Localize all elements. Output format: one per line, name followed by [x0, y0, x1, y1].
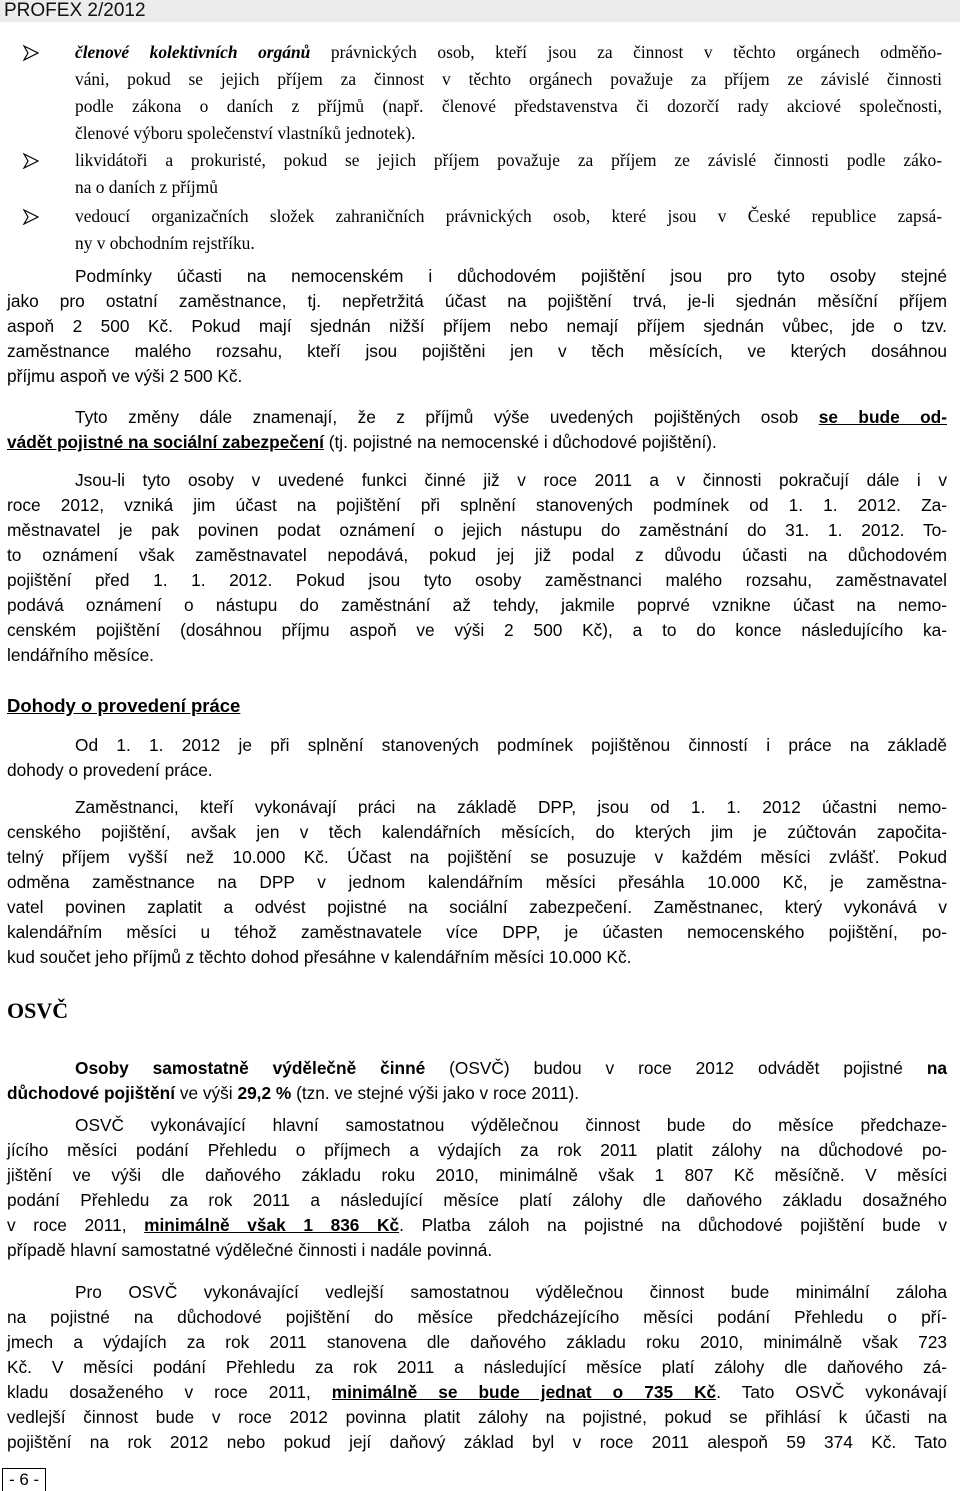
text-line: jícího měsíci podání Přehledu o příjmech a výdajích za rok 2011 platit zálohy na důchodové po-: [7, 1140, 947, 1160]
text-line: aspoň 2 500 Kč. Pokud mají sjednán nižší příjem nebo nemají příjem sjednán vůbec, jde o tzv.: [7, 316, 947, 336]
emphasis-text: 29,2 %: [237, 1083, 292, 1103]
text-line: na pojistné na důchodové pojištění do měsíce předcházejícího měsíci podání Přehledu o pří-: [7, 1307, 947, 1327]
text-line: lendářního měsíce.: [7, 645, 154, 665]
text-line: jako pro ostatní zaměstnance, tj. nepřetržitá účast na pojištění trvá, je-li sjednán měsíční příjem: [7, 291, 947, 311]
text-line: dohody o provedení práce.: [7, 760, 213, 780]
text-line: jmech a výdajích za rok 2011 stanovena dle daňového základu roku 2010, minimálně však 723: [7, 1332, 947, 1352]
text-line: roce 2012, vzniká jim účast na pojištění při splnění stanovených podmínek od 1. 1. 2012. Za-: [7, 495, 947, 515]
arrow-bullet-icon: [22, 209, 40, 225]
text-line: kalendářním měsíci u téhož zaměstnavatele více DPP, je účasten nemocenského pojištění, po-: [7, 922, 947, 942]
text-line: telný příjem vyšší než 10.000 Kč. Účast na pojištění se posuzuje v každém měsíci zvlášť. Pokud: [7, 847, 947, 867]
header-title: PROFEX 2/2012: [4, 0, 146, 21]
paragraph: [7, 468, 947, 668]
text-line: Od 1. 1. 2012 je při splnění stanovených podmínek pojištěnou činností i práce na základě: [75, 735, 947, 755]
text-line: vedlejší činnost bude v roce 2012 povinna platit zálohy na pojistné, pokud se přihlásí k účasti na: [7, 1407, 947, 1427]
text-line: OSVČ vykonávající hlavní samostatnou výdělečnou činnost bude do měsíce předchaze-: [75, 1115, 947, 1135]
text-span: . Tato OSVČ vykonávají: [716, 1382, 947, 1402]
text-line: cenském pojištění (dosáhnou příjmu aspoň ve výši 2 500 Kč), a to do konce následujícího ka-: [7, 620, 947, 640]
bullet-text: členové výboru společenství vlastníků jednotek).: [75, 123, 416, 143]
emphasis-text: minimálně se bude jednat o 735 Kč: [331, 1382, 717, 1402]
section-heading-osvc: OSVČ: [7, 998, 69, 1023]
text-line: pojištění před 1. 1. 2012. Pokud jsou tyto osoby zaměstnanci malého rozsahu, zaměstnavatel: [7, 570, 947, 590]
paragraph: [7, 1056, 947, 1106]
text-line: Podmínky účasti na nemocenském i důchodovém pojištění jsou pro tyto osoby stejné: [75, 266, 947, 286]
page-header: [0, 0, 960, 22]
text-line: Zaměstnanci, kteří vykonávají práci na základě DPP, jsou od 1. 1. 2012 účastni nemo-: [75, 797, 947, 817]
bullet-text: ny v obchodním rejstříku.: [75, 233, 255, 253]
bullet-text: na o daních z příjmů: [75, 177, 218, 197]
paragraph: [7, 405, 947, 455]
text-line: podává oznámení o nástupu do zaměstnání až tehdy, jakmile poprvé vznikne účast na nemo-: [7, 595, 947, 615]
text-span: (tzn. ve stejné výši jako v roce 2011).: [291, 1083, 580, 1103]
emphasis-text: na: [926, 1058, 948, 1078]
text-span: (tj. pojistné na nemocenské i důchodové pojištění).: [323, 432, 717, 452]
page-number: - 6 -: [2, 1468, 46, 1491]
text-line: jištění ve výši dle daňového základu roku 2010, minimálně však 1 807 Kč měsíčně. V měsíci: [7, 1165, 947, 1185]
text-span: (OSVČ) budou v roce 2012 odvádět pojistné: [425, 1058, 927, 1078]
paragraph: [7, 1113, 947, 1263]
text-line: Pro OSVČ vykonávající vedlejší samostatnou výdělečnou činnost bude minimální záloha: [75, 1282, 947, 1302]
text-line: městnavatel je pak povinen podat oznámení o jejich nástupu do zaměstnání do 31. 1. 2012. To-: [7, 520, 947, 540]
paragraph: [7, 264, 947, 389]
text-line: Jsou-li tyto osoby v uvedené funkci činné již v roce 2011 a v činnosti pokračují dále i v: [75, 470, 947, 490]
bullet-item: [22, 147, 942, 201]
bullet-text: váni, pokud se jejich příjem za činnost v těchto orgánech považuje za příjem ze závislé činnosti: [75, 69, 942, 89]
text-line: kud součet jeho příjmů z těchto dohod přesáhne v kalendářním měsíci 10.000 Kč.: [7, 947, 632, 967]
bullet-item: [22, 203, 942, 257]
emphasis-text: se bude od-: [818, 407, 947, 427]
paragraph: [7, 795, 947, 970]
bullet-text: vedoucí organizačních složek zahraničních právnických osob, které jsou v České republice zapsá-: [75, 206, 942, 226]
text-line: vatel povinen zaplatit a odvést pojistné na sociální zabezpečení. Zaměstnanec, který vykonává v: [7, 897, 947, 917]
bullet-text: právnických osob, kteří jsou za činnost v těchto orgánech odměňo-: [310, 42, 942, 62]
bullet-item: [22, 39, 942, 147]
text-span: . Platba záloh na pojistné na důchodové pojištění bude v: [399, 1215, 948, 1235]
arrow-bullet-icon: [22, 153, 40, 169]
text-line: případě hlavní samostatné výdělečné činnosti i nadále povinná.: [7, 1240, 493, 1260]
paragraph: [7, 733, 947, 783]
text-line: příjmu aspoň ve výši 2 500 Kč.: [7, 366, 243, 386]
text-line: podání Přehledu za rok 2011 a následující měsíce platí zálohy dle daňového základu dosažného: [7, 1190, 947, 1210]
text-span: v roce 2011,: [7, 1215, 145, 1235]
emphasis-text: vádět pojistné na sociální zabezpečení: [7, 432, 324, 452]
text-span: kladu dosaženého v roce 2011,: [7, 1382, 332, 1402]
emphasis-text: Osoby samostatně výdělečně činné: [75, 1058, 426, 1078]
text-line: to oznámení však zaměstnavatel nepodává, pokud jej již podal z důvodu účasti na důchodovém: [7, 545, 947, 565]
text-line: pojištění na rok 2012 nebo pokud její daňový základ byl v roce 2011 alespoň 59 374 Kč. Tato: [7, 1432, 947, 1452]
text-line: zaměstnance malého rozsahu, kteří jsou pojištěni jen v těch měsících, ve kterých dosáhnou: [7, 341, 947, 361]
paragraph: [7, 1280, 947, 1455]
bullet-bold-term: členové kolektivních orgánů: [75, 42, 311, 62]
emphasis-text: minimálně však 1 836 Kč: [144, 1215, 400, 1235]
emphasis-text: důchodové pojištění: [7, 1083, 176, 1103]
arrow-bullet-icon: [22, 45, 40, 61]
text-span: Tyto změny dále znamenají, že z příjmů výše uvedených pojištěných osob: [75, 407, 819, 427]
section-heading-dpp: Dohody o provedení práce: [7, 695, 241, 716]
text-span: ve výši: [175, 1083, 238, 1103]
text-line: odměna zaměstnance na DPP v jednom kalendářním měsíci přesáhla 10.000 Kč, je zaměstna-: [7, 872, 947, 892]
bullet-text: likvidátoři a prokuristé, pokud se jejich příjem považuje za příjem ze závislé činnosti podle záko-: [75, 150, 942, 170]
text-line: Kč. V měsíci podání Přehledu za rok 2011 a následující měsíce platí zálohy dle daňového zá-: [7, 1357, 947, 1377]
bullet-text: podle zákona o daních z příjmů (např. členové představenstva či dozorčí rady akciové společnosti,: [75, 96, 942, 116]
text-line: cenského pojištění, avšak jen v těch kalendářních měsících, do kterých jim je zúčtován započita-: [7, 822, 947, 842]
